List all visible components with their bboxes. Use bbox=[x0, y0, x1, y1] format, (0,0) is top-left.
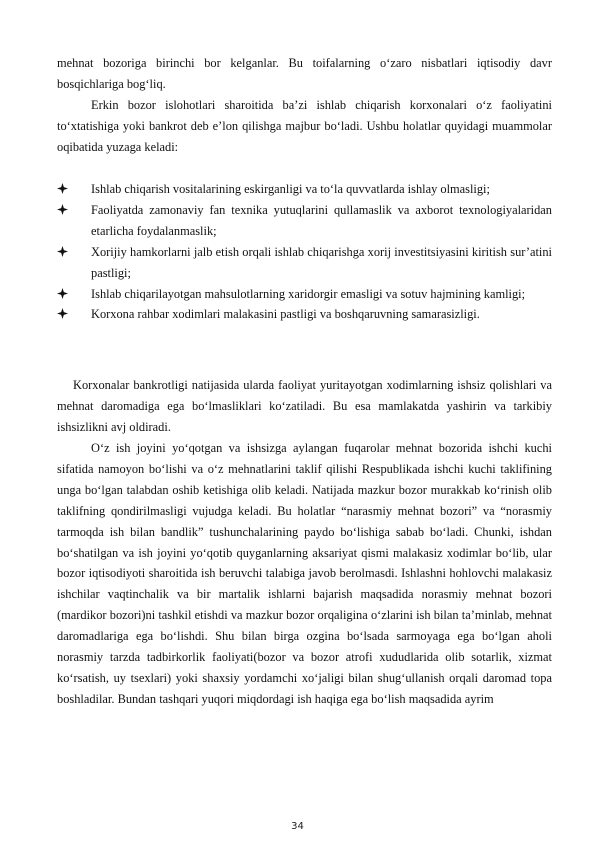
paragraph-unemployment bbox=[57, 375, 552, 438]
paragraph-bankruptcy bbox=[57, 95, 552, 158]
paragraph-text: Erkin bozor islohotlari sharoitida ba’zi ishlab chiqarish korxonalari o‘z faoliyatini to‘xtatishiga yoki bankrot deb e’lon qilishga majbur bo‘ladi. Ushbu holatlar quyidagi muammolar oqibatida yuzaga keladi: bbox=[57, 98, 552, 154]
paragraph-informal-labour-market bbox=[57, 438, 552, 710]
paragraph-text: mehnat bozoriga birinchi bor kelganlar. Bu toifalarning o‘zaro nisbatlari iqtisodiy davr bosqichlariga bog‘liq. bbox=[57, 56, 552, 91]
diamond-bullet-icon bbox=[57, 242, 71, 262]
page-number: 34 bbox=[291, 821, 304, 832]
bullet-text: Ishlab chiqarilayotgan mahsulotlarning xaridorgir emasligi va sotuv hajmining kamligi; bbox=[91, 286, 526, 301]
diamond-bullet-icon bbox=[57, 200, 71, 220]
diamond-bullet-icon bbox=[57, 304, 71, 324]
bullet-text: Xorijiy hamkorlarni jalb etish orqali ishlab chiqarishga xorij investitsiyasini kiritish sur’atini pastligi; bbox=[91, 244, 552, 280]
bullet-item bbox=[57, 242, 552, 284]
bullet-list bbox=[57, 179, 552, 325]
paragraph-intro-continuation bbox=[57, 53, 552, 95]
bullet-item bbox=[57, 179, 552, 200]
bullet-item bbox=[57, 284, 552, 305]
bullet-item bbox=[57, 200, 552, 242]
paragraph-text: O‘z ish joyini yo‘qotgan va ishsizga aylangan fuqarolar mehnat bozorida ishchi kuchi sifatida namoyon bo‘lishi va o‘z mehnatlarini taklif qilishi Respublikada ishchi kuchi taklifining unga bo‘lgan talabdan oshib ketishiga olib keladi. Natijada mazkur bozor murakkab ko‘rinish olib taklifning qondirilmasligi vujudga keladi. Bu holatlar “narasmiy mehnat bozori” va “norasmiy tarmoqda ish bilan bandlik” tushunchalarining paydo bo‘lishiga sabab bo‘ladi. Chunki, ishdan bo‘shatilgan va ish joyini yo‘qotib quyganlarning aksariyat qismi malakasiz xodimlar bo‘lib, ular bozor iqtisodiyoti sharoitida ish beruvchi talabiga javob berolmasdi. Ishlashni hohlovchi malakasiz ishchilar vaqtinchalik va bir martalik ishlarni bajarish maqsadida norasmiy mehnat bozori (mardikor bozori)ni tashkil etishdi va mazkur bozor orqaligina o‘zlarini ish bilan ta’minlab, mehnat daromadlariga ega bo‘lishdi. Shu bilan birga ozgina bo‘lsada sarmoyaga ega bo‘lgan aholi norasmiy tarzda tadbirkorlik faoliyati(bozor va bozor atrofi xududlarida olib sotarlik, xizmat ko‘rsatish, uy tsexlari) yoki shaxsiy yordamchi xo‘jaligi bilan shug‘ullanish orqali daromad topa boshladilar. Bundan tashqari yuqori miqdordagi ish haqiga ega bo‘lish maqsadida ayrim bbox=[57, 441, 552, 706]
bullet-item bbox=[57, 304, 552, 325]
bullet-text: Ishlab chiqarish vositalarining eskirganligi va to‘la quvvatlarda ishlay olmasligi; bbox=[91, 182, 490, 196]
paragraph-text: Korxonalar bankrotligi natijasida ularda faoliyat yuritayotgan xodimlarning ishsiz qolishlari va mehnat daromadiga ega bo‘lmasliklari ko‘zatiladi. Bu esa mamlakatda yashirin va tarkibiy ishsizlikni avj oldiradi. bbox=[57, 378, 552, 434]
diamond-bullet-icon bbox=[57, 284, 71, 304]
bullet-text: Korxona rahbar xodimlari malakasini pastligi va boshqaruvning samarasizligi. bbox=[91, 307, 480, 322]
bullet-text: Faoliyatda zamonaviy fan texnika yutuqlarini qullamaslik va axborot texnologiyalaridan etarlicha foydalanmaslik; bbox=[91, 202, 552, 238]
diamond-bullet-icon bbox=[57, 179, 71, 199]
